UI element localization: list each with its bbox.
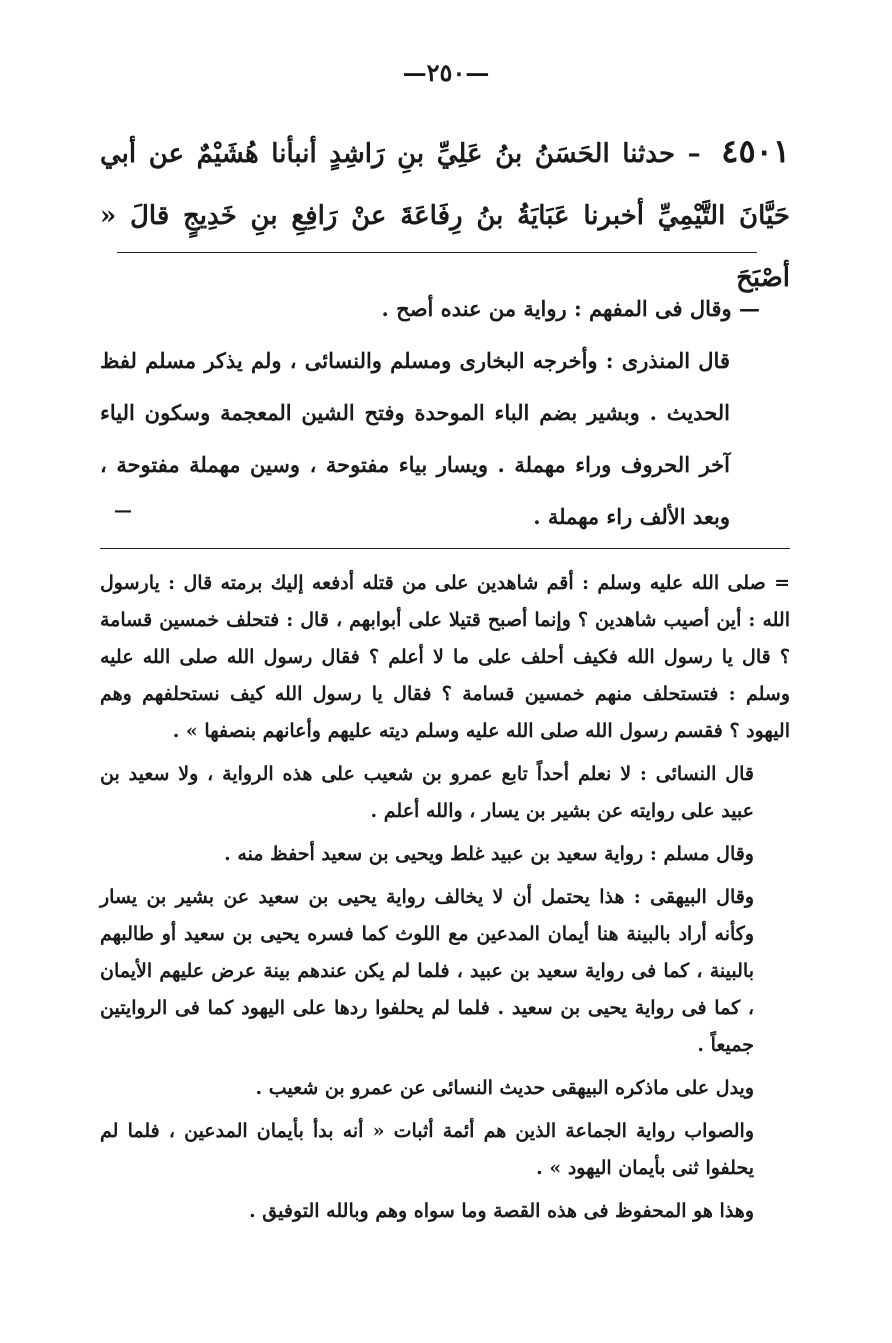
page-number: —٢٥٠— (402, 58, 490, 87)
footnote-separator-rule (100, 548, 790, 549)
footnote-paragraph: وقال مسلم : رواية سعيد بن عبيد غلط ويحيى بن سعيد أحفظ منه . (224, 843, 754, 865)
footnotes-block (100, 565, 790, 1236)
commentary-block (100, 283, 760, 543)
hadith-text-block (100, 120, 790, 309)
separator-rule (117, 252, 757, 253)
footnote-paragraph: ويدل على ماذكره البيهقى حديث النسائى عن عمرو بن شعيب . (255, 1077, 754, 1099)
commentary-trailing-mark: — (114, 500, 132, 521)
footnote-paragraph: وقال البيهقى : هذا يحتمل أن لا يخالف رواية يحيى بن سعيد عن بشير بن يسار وكأنه أراد بالبينة هنا أيمان المدعين مع اللوث كما فسره يحيى بن سعيد أو طالبهم بالبينة ، كما فى رواية سعيد بن عبيد ، فلما لم يكن عندهم بينة عرض عليهم الأيمان ، كما فى رواية يحيى بن سعيد . فلما لم يحلفوا ردها على اليهود كما فى الروايتين جميعاً . (100, 886, 754, 1056)
hadith-text: – حدثنا الحَسَنُ بنُ عَلِيِّ بنِ رَاشِدٍ أنبأنا هُشَيْمٌ عن أبي حَيَّانَ التَّيْمِيِّ أخبرنا عَبَايَةُ بنُ رِفَاعَةَ عنْ رَافِعِ بنِ خَدِيجٍ قالَ « أصْبَحَ (100, 139, 790, 293)
footnote-paragraph: قال النسائى : لا نعلم أحداً تابع عمرو بن شعيب على هذه الرواية ، ولا سعيد بن عبيد على روايته عن بشير بن يسار ، والله أعلم . (100, 763, 754, 822)
commentary-paragraph: قال المنذرى : وأخرجه البخارى ومسلم والنسائى ، ولم يذكر مسلم لفظ الحديث . وبشير بضم الباء الموحدة وفتح الشين المعجمة وسكون الياء آخر الحروف وراء مهملة . ويسار بياء مفتوحة ، وسين مهملة مفتوحة ، وبعد الألف راء مهملة . (100, 348, 730, 529)
footnote-paragraph: = صلى الله عليه وسلم : أقم شاهدين على من قتله أدفعه إليك برمته قال : يارسول الله : أين أصيب شاهدين ؟ وإنما أصبح قتيلا على أبوابهم ، قال : فتحلف خمسين قسامة ؟ قال يا رسول الله فكيف أحلف على ما لا أعلم ؟ فقال رسول الله صلى الله عليه وسلم : فتستحلف منهم خمسين قسامة ؟ فقال يا رسول الله كيف نستحلفهم وهم اليهود ؟ فقسم رسول الله صلى الله عليه وسلم ديته عليهم وأعانهم بنصفها » . (100, 572, 790, 742)
footnote-paragraph: وهذا هو المحفوظ فى هذه القصة وما سواه وهم وبالله التوفيق . (249, 1200, 754, 1222)
commentary-paragraph: — وقال فى المفهم : رواية من عنده أصح . (381, 296, 760, 321)
hadith-number: ٤٥٠١ (721, 132, 790, 170)
footnote-paragraph: والصواب رواية الجماعة الذين هم أئمة أثبات « أنه بدأ بأيمان المدعين ، فلما لم يحلفوا ثنى بأيمان اليهود » . (100, 1120, 754, 1179)
